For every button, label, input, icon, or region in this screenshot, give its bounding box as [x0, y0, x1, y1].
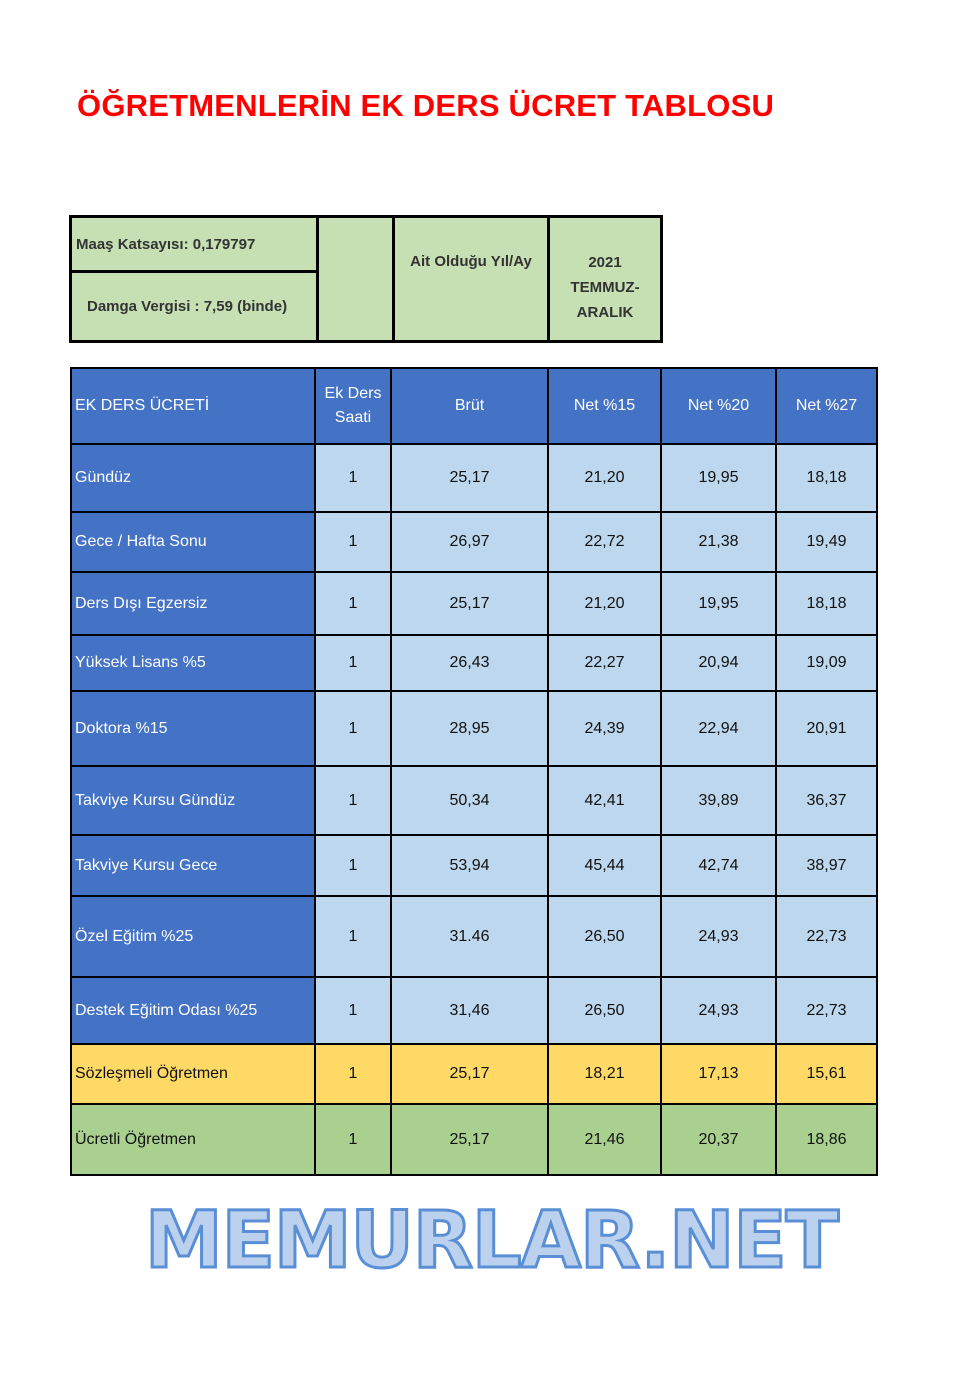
row-brut: 26,97 [391, 512, 548, 572]
row-net-20: 21,38 [661, 512, 776, 572]
row-brut: 31.46 [391, 896, 548, 977]
period-month-line1: TEMMUZ- [570, 279, 640, 296]
table-row [71, 896, 877, 977]
row-brut: 26,43 [391, 635, 548, 691]
table-header-row [71, 368, 877, 444]
header-net-27: Net %27 [776, 368, 877, 444]
row-net-20: 22,94 [661, 691, 776, 766]
table-body [71, 444, 877, 1175]
table-row [71, 691, 877, 766]
row-brut: 25,17 [391, 572, 548, 635]
row-label: Gece / Hafta Sonu [71, 512, 315, 572]
row-net-27: 36,37 [776, 766, 877, 835]
row-net-15: 26,50 [548, 896, 661, 977]
row-net-15: 21,20 [548, 572, 661, 635]
row-label: Takviye Kursu Gece [71, 835, 315, 896]
row-saat: 1 [315, 896, 391, 977]
row-net-27: 19,49 [776, 512, 877, 572]
row-net-20: 19,95 [661, 572, 776, 635]
row-saat: 1 [315, 1104, 391, 1175]
row-net-27: 38,97 [776, 835, 877, 896]
row-net-15: 18,21 [548, 1044, 661, 1104]
row-label: Takviye Kursu Gündüz [71, 766, 315, 835]
row-saat: 1 [315, 444, 391, 512]
row-brut: 28,95 [391, 691, 548, 766]
row-net-15: 26,50 [548, 977, 661, 1044]
salary-coefficient: Maaş Katsayısı: 0,179797 [71, 217, 318, 272]
row-net-15: 24,39 [548, 691, 661, 766]
row-net-20: 24,93 [661, 896, 776, 977]
row-label: Destek Eğitim Odası %25 [71, 977, 315, 1044]
row-brut: 25,17 [391, 1104, 548, 1175]
stamp-tax: Damga Vergisi : 7,59 (binde) [71, 272, 318, 342]
row-net-15: 21,20 [548, 444, 661, 512]
period-label: Ait Olduğu Yıl/Ay [394, 217, 549, 342]
table-row [71, 444, 877, 512]
info-table [69, 215, 663, 343]
row-net-27: 18,18 [776, 572, 877, 635]
row-brut: 25,17 [391, 444, 548, 512]
row-label: Yüksek Lisans %5 [71, 635, 315, 691]
header-net-20: Net %20 [661, 368, 776, 444]
table-row [71, 977, 877, 1044]
info-empty-cell [318, 217, 394, 342]
header-ek-ders-ucreti: EK DERS ÜCRETİ [71, 368, 315, 444]
row-net-20: 39,89 [661, 766, 776, 835]
table-row [71, 766, 877, 835]
header-ek-ders-saati [315, 368, 391, 444]
site-logo: MEMURLAR.NET [145, 1196, 838, 1286]
period-year: 2021 [588, 254, 622, 271]
row-net-20: 20,94 [661, 635, 776, 691]
header-saati-line1: Ek Ders [324, 385, 382, 402]
row-net-15: 21,46 [548, 1104, 661, 1175]
period-month-line2: ARALIK [576, 304, 634, 321]
fee-table [70, 367, 878, 1176]
row-saat: 1 [315, 835, 391, 896]
row-net-27: 22,73 [776, 977, 877, 1044]
row-label: Doktora %15 [71, 691, 315, 766]
row-brut: 50,34 [391, 766, 548, 835]
row-saat: 1 [315, 691, 391, 766]
table-row [71, 512, 877, 572]
row-label: Özel Eğitim %25 [71, 896, 315, 977]
row-brut: 53,94 [391, 835, 548, 896]
header-net-15: Net %15 [548, 368, 661, 444]
row-label: Sözleşmeli Öğretmen [71, 1044, 315, 1104]
row-net-20: 17,13 [661, 1044, 776, 1104]
header-saati-line2: Saati [334, 409, 372, 426]
row-net-20: 24,93 [661, 977, 776, 1044]
row-net-15: 45,44 [548, 835, 661, 896]
row-label: Ders Dışı Egzersiz [71, 572, 315, 635]
period-value [549, 217, 662, 342]
row-net-15: 22,27 [548, 635, 661, 691]
table-row [71, 1044, 877, 1104]
row-net-15: 22,72 [548, 512, 661, 572]
row-saat: 1 [315, 635, 391, 691]
row-net-20: 20,37 [661, 1104, 776, 1175]
row-saat: 1 [315, 977, 391, 1044]
row-net-27: 20,91 [776, 691, 877, 766]
row-net-27: 22,73 [776, 896, 877, 977]
row-net-20: 42,74 [661, 835, 776, 896]
row-saat: 1 [315, 1044, 391, 1104]
row-net-27: 19,09 [776, 635, 877, 691]
row-net-27: 18,18 [776, 444, 877, 512]
row-saat: 1 [315, 766, 391, 835]
table-row [71, 572, 877, 635]
row-saat: 1 [315, 512, 391, 572]
header-brut: Brüt [391, 368, 548, 444]
row-net-20: 19,95 [661, 444, 776, 512]
row-net-15: 42,41 [548, 766, 661, 835]
table-row [71, 635, 877, 691]
row-brut: 25,17 [391, 1044, 548, 1104]
row-brut: 31,46 [391, 977, 548, 1044]
page-title: ÖĞRETMENLERİN EK DERS ÜCRET TABLOSU [77, 88, 775, 123]
row-net-27: 15,61 [776, 1044, 877, 1104]
row-label: Ücretli Öğretmen [71, 1104, 315, 1175]
row-saat: 1 [315, 572, 391, 635]
table-row [71, 835, 877, 896]
row-label: Gündüz [71, 444, 315, 512]
row-net-27: 18,86 [776, 1104, 877, 1175]
table-row [71, 1104, 877, 1175]
